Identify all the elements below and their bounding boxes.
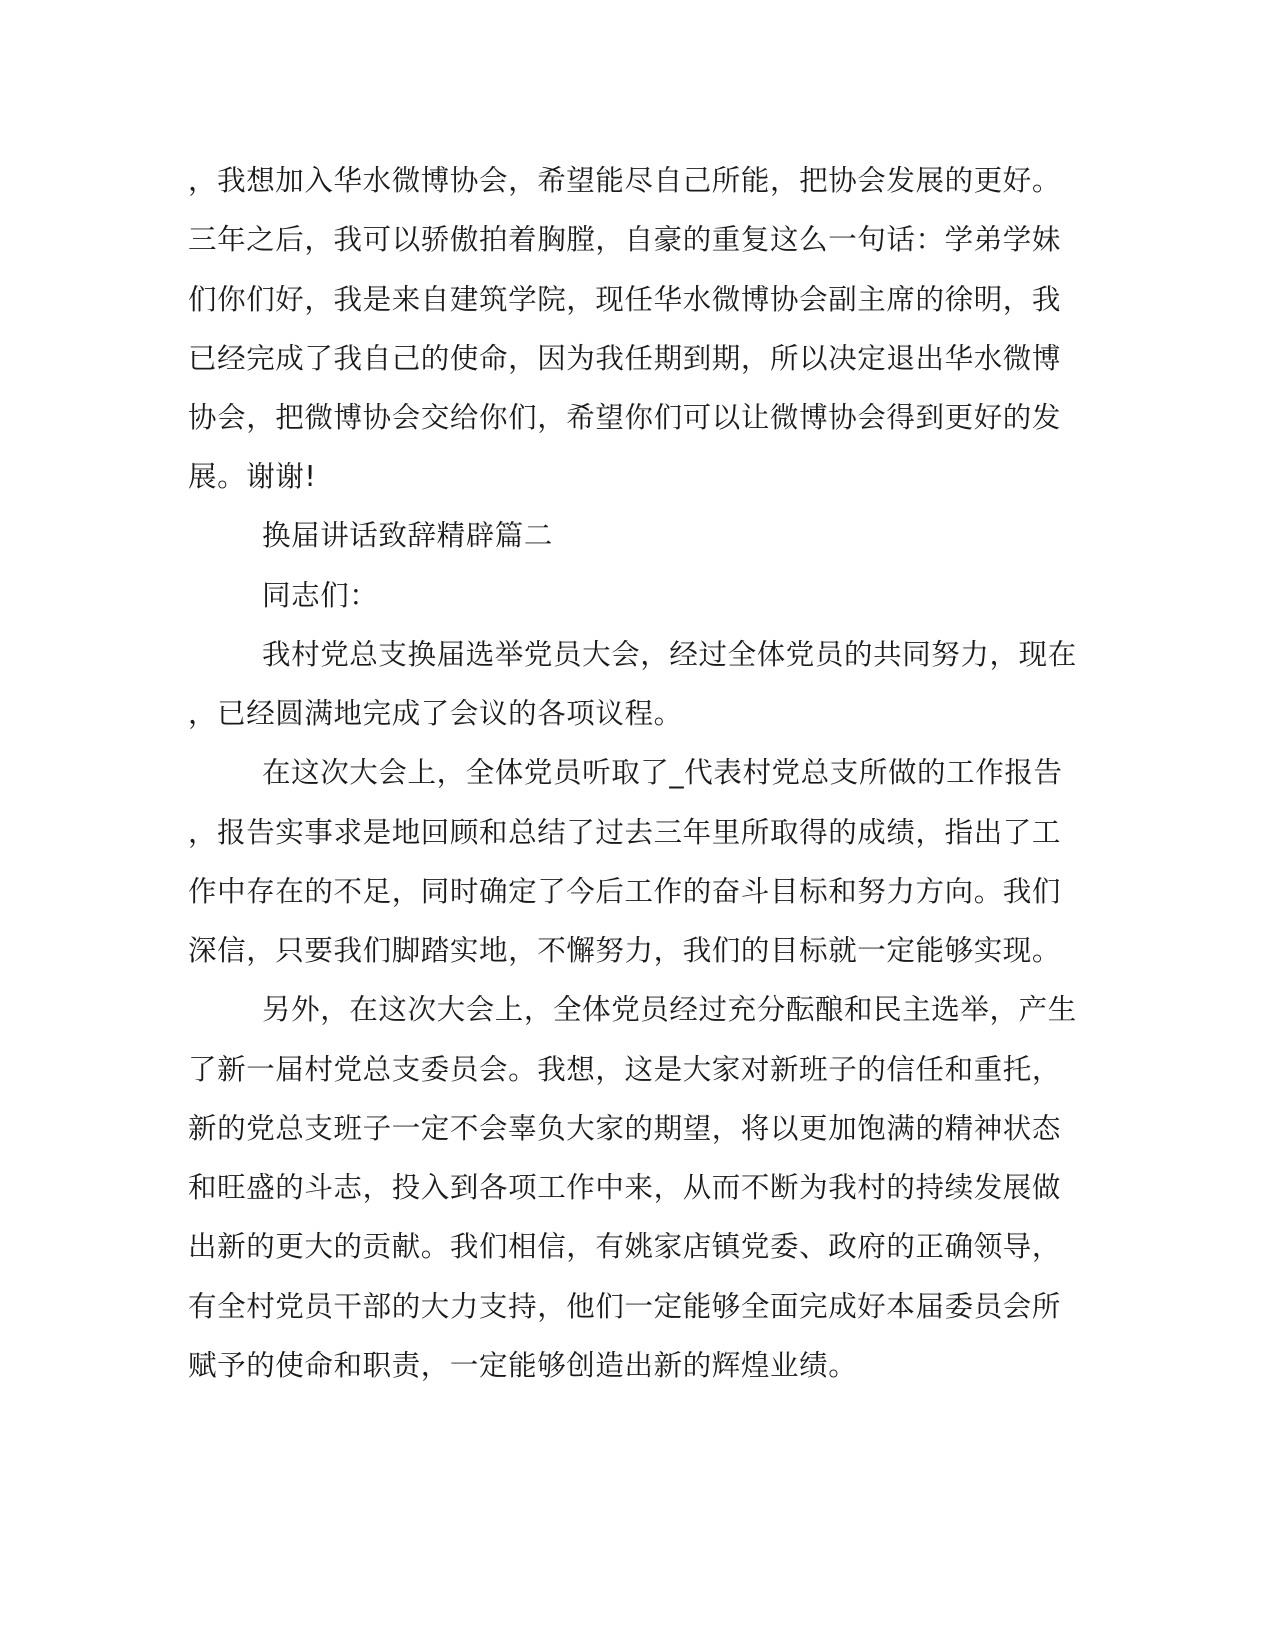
text-line: 我村党总支换届选举党员大会，经过全体党员的共同努力，现在 [262,638,1077,671]
text-line: ，报告实事求是地回顾和总结了过去三年里所取得的成绩，指出了工 [188,816,1062,849]
text-line: 三年之后，我可以骄傲拍着胸膛，自豪的重复这么一句话：学弟学妹 [188,223,1062,256]
text-line: 有全村党员干部的大力支持，他们一定能够全面完成好本届委员会所 [188,1290,1062,1323]
text-line: 赋予的使命和职责，一定能够创造出新的辉煌业绩。 [188,1349,858,1382]
text-line: 出新的更大的贡献。我们相信，有姚家店镇党委、政府的正确领导， [188,1230,1062,1263]
text-line: 和旺盛的斗志，投入到各项工作中来，从而不断为我村的持续发展做 [188,1171,1062,1204]
text-line: ，我想加入华水微博协会，希望能尽自己所能，把协会发展的更好。 [188,164,1062,197]
text-line: 已经完成了我自己的使命，因为我任期到期，所以决定退出华水微博 [188,342,1062,375]
text-line: 新的党总支班子一定不会辜负大家的期望，将以更加饱满的精神状态 [188,1112,1062,1145]
text-line: 作中存在的不足，同时确定了今后工作的奋斗目标和努力方向。我们 [188,875,1062,908]
text-line: 们你们好，我是来自建筑学院，现任华水微博协会副主席的徐明，我 [188,283,1062,316]
text-line: 深信，只要我们脚踏实地，不懈努力，我们的目标就一定能够实现。 [188,934,1062,967]
text-line: 在这次大会上，全体党员听取了_代表村党总支所做的工作报告 [262,756,1063,789]
salutation: 同志们： [262,579,379,612]
text-line: 另外，在这次大会上，全体党员经过充分酝酿和民主选举，产生 [262,993,1077,1026]
section-heading: 换届讲话致辞精辟篇二 [262,519,554,552]
text-line: 展。谢谢! [188,460,317,493]
text-line: 协会，把微博协会交给你们，希望你们可以让微博协会得到更好的发 [188,401,1062,434]
text-line: ，已经圆满地完成了会议的各项议程。 [188,697,683,730]
text-line: 了新一届村党总支委员会。我想，这是大家对新班子的信任和重托， [188,1053,1062,1086]
